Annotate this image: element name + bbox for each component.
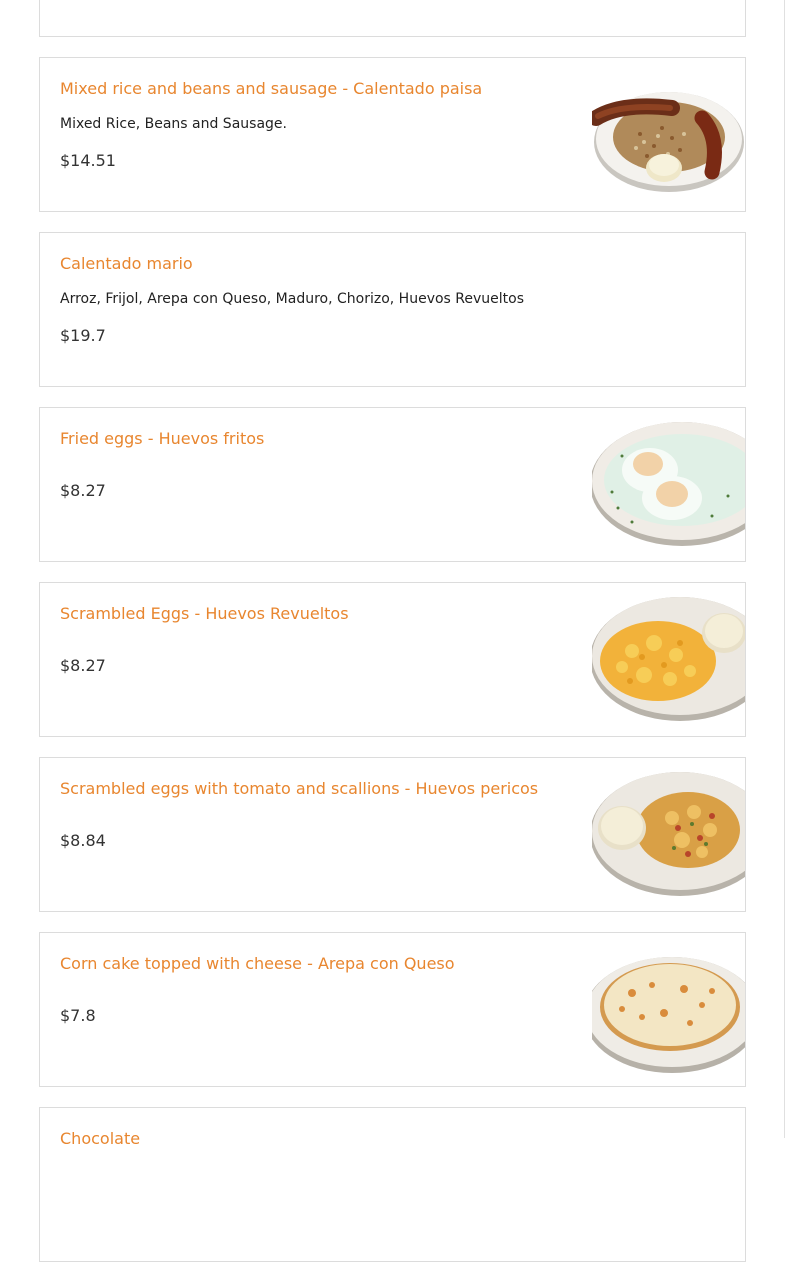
menu-item-price: $8.27 [60, 481, 106, 500]
menu-item-title[interactable]: Scrambled eggs with tomato and scallions - Huevos pericos [60, 779, 539, 798]
menu-item-card[interactable] [39, 757, 746, 912]
menu-item-price: $14.51 [60, 151, 116, 170]
menu-item-price: $8.84 [60, 831, 106, 850]
menu-item-title[interactable]: Calentado mario [60, 254, 193, 273]
menu-item-price: $8.27 [60, 656, 106, 675]
menu-item-card[interactable] [39, 1107, 746, 1262]
menu-item-price: $7.8 [60, 1006, 96, 1025]
menu-item-title[interactable]: Mixed rice and beans and sausage - Calentado paisa [60, 79, 483, 98]
menu-item-title[interactable]: Chocolate [60, 1129, 141, 1148]
menu-item-card[interactable] [39, 407, 746, 562]
menu-item-photo[interactable] [592, 68, 746, 201]
menu-item-photo[interactable] [592, 768, 746, 901]
menu-item-title[interactable]: Scrambled Eggs - Huevos Revueltos [60, 604, 349, 623]
menu-item-price: $19.7 [60, 326, 106, 345]
menu-item-card[interactable] [39, 932, 746, 1087]
menu-item-list [39, 0, 746, 1282]
menu-item-card[interactable] [39, 57, 746, 212]
menu-item-description: Mixed Rice, Beans and Sausage. [60, 116, 287, 132]
menu-item-card[interactable] [39, 582, 746, 737]
menu-item-title[interactable]: Corn cake topped with cheese - Arepa con Queso [60, 954, 455, 973]
menu-item-card[interactable] [39, 232, 746, 387]
menu-item-card[interactable] [39, 0, 746, 37]
menu-item-description: Arroz, Frijol, Arepa con Queso, Maduro, Chorizo, Huevos Revueltos [60, 291, 525, 307]
menu-item-title[interactable]: Fried eggs - Huevos fritos [60, 429, 265, 448]
menu-item-photo[interactable] [592, 593, 746, 726]
menu-item-photo[interactable] [592, 418, 746, 551]
menu-item-photo[interactable] [592, 943, 746, 1076]
